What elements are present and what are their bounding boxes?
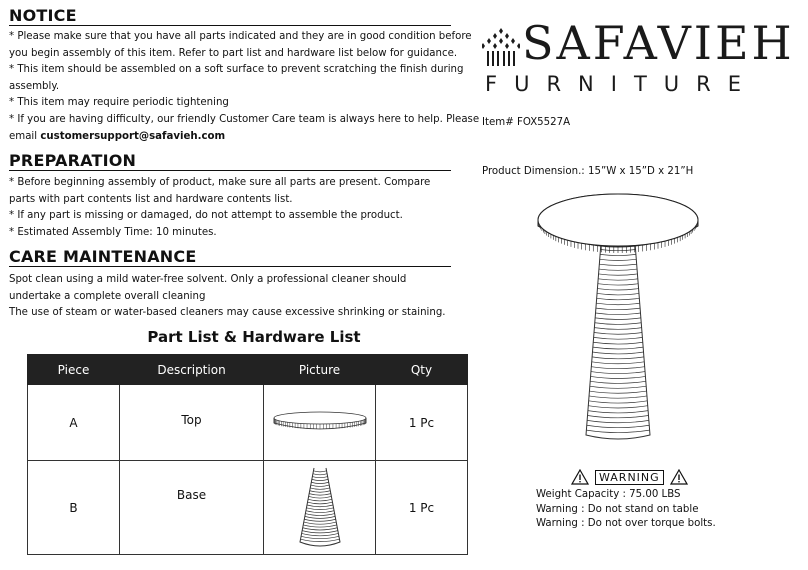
- warning-banner: [571, 469, 688, 485]
- care-body: [9, 272, 446, 322]
- notice-line: assembly.: [9, 80, 60, 92]
- parts-title: Part List & Hardware List: [147, 328, 361, 346]
- crown-lattice-logo-icon: [482, 27, 520, 67]
- notice-email-line: [9, 129, 479, 146]
- preparation-heading: PREPARATION: [9, 151, 137, 170]
- parts-table: [27, 354, 468, 555]
- preparation-line: * Before beginning assembly of product, make sure all parts are present. Compare: [9, 177, 431, 188]
- cell-qty: 1 Pc: [376, 461, 468, 555]
- warning-triangle-icon: [571, 469, 589, 485]
- notice-heading: NOTICE: [9, 6, 77, 25]
- header-description: Description: [120, 355, 264, 385]
- cell-piece: A: [28, 385, 120, 461]
- notice-line: * This item may require periodic tightening: [9, 97, 229, 109]
- parts-header-row: [28, 355, 468, 385]
- cell-qty: 1 Pc: [376, 385, 468, 461]
- notice-line: * If you are having difficulty, our friendly Customer Care team is always here to help. Please: [9, 113, 480, 125]
- preparation-rule: [9, 170, 451, 171]
- email-prefix: email: [9, 130, 41, 142]
- brand-name: SAFAVIEH: [522, 16, 795, 70]
- tabletop-picture: [268, 401, 372, 441]
- warning-list: [536, 488, 716, 532]
- table-row: [28, 461, 468, 555]
- header-qty: Qty: [376, 355, 468, 385]
- table-row: [28, 385, 468, 461]
- assembled-table-drawing: [534, 190, 706, 452]
- item-number: Item# FOX5527A: [482, 117, 571, 128]
- preparation-line: * If any part is missing or damaged, do not attempt to assemble the product.: [9, 210, 403, 222]
- care-line: Spot clean using a mild water-free solvent. Only a professional cleaner should: [9, 274, 407, 285]
- preparation-body: [9, 175, 430, 241]
- notice-line: you begin assembly of this item. Refer to part list and hardware list below for guidance.: [9, 47, 458, 59]
- cell-piece: B: [28, 461, 120, 555]
- header-picture: Picture: [264, 355, 376, 385]
- cone-base-picture: [290, 462, 350, 550]
- warning-line: Warning : Do not over torque bolts.: [536, 518, 716, 529]
- care-heading: CARE MAINTENANCE: [9, 247, 197, 266]
- notice-body: [9, 29, 479, 145]
- cell-picture: [264, 461, 376, 555]
- preparation-line: * Estimated Assembly Time: 10 minutes.: [9, 226, 217, 238]
- care-rule: [9, 266, 451, 267]
- notice-line: * This item should be assembled on a soft surface to prevent scratching the finish during: [9, 64, 464, 76]
- support-email-link[interactable]: customersupport@safavieh.com: [40, 130, 226, 142]
- care-line: undertake a complete overall cleaning: [9, 290, 206, 302]
- weight-capacity: Weight Capacity : 75.00 LBS: [536, 489, 681, 500]
- notice-line: * Please make sure that you have all parts indicated and they are in good condition before: [9, 31, 472, 42]
- cell-description: Base: [120, 461, 264, 555]
- care-line: The use of steam or water-based cleaners may cause excessive shrinking or staining.: [9, 307, 446, 319]
- header-piece: Piece: [28, 355, 120, 385]
- cell-description: Top: [120, 385, 264, 461]
- cell-picture: [264, 385, 376, 461]
- warning-line: Warning : Do not stand on table: [536, 503, 699, 515]
- brand-subtitle: FURNITURE: [485, 72, 759, 96]
- notice-rule: [9, 25, 451, 26]
- warning-label: WARNING: [595, 470, 664, 485]
- warning-triangle-icon: [670, 469, 688, 485]
- preparation-line: parts with part contents list and hardware contents list.: [9, 193, 293, 205]
- product-dimension: Product Dimension.: 15”W x 15”D x 21”H: [482, 166, 694, 177]
